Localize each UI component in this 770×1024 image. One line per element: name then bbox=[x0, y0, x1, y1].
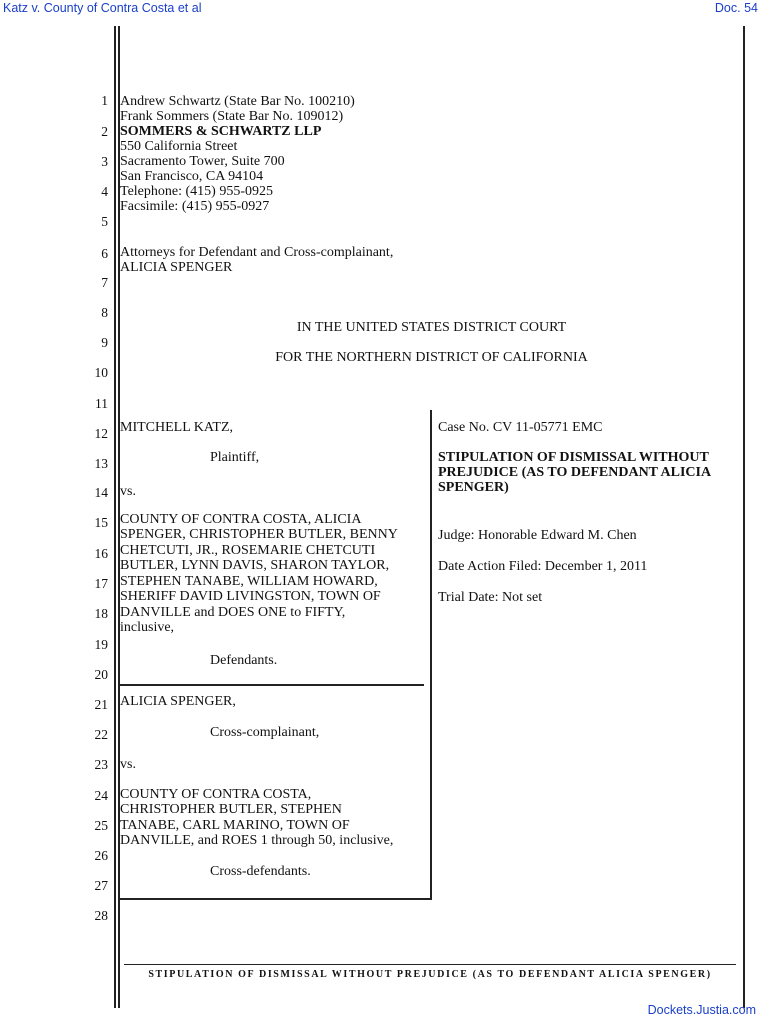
attorney-line: San Francisco, CA 94104 bbox=[120, 169, 264, 184]
attorney-line: Andrew Schwartz (State Bar No. 100210) bbox=[120, 94, 355, 109]
line-number: 27 bbox=[94, 878, 108, 893]
line-number: 25 bbox=[94, 818, 108, 833]
defendant-line: STEPHEN TANABE, WILLIAM HOWARD, bbox=[120, 574, 378, 589]
line-number: 21 bbox=[94, 697, 108, 712]
line-number: 3 bbox=[101, 154, 108, 169]
line-number: 14 bbox=[94, 485, 108, 500]
line-number: 16 bbox=[94, 546, 108, 561]
document-title-line: PREJUDICE (AS TO DEFENDANT ALICIA bbox=[438, 465, 712, 480]
line-number: 15 bbox=[94, 515, 108, 530]
defendant-line: inclusive, bbox=[120, 620, 175, 635]
line-number: 6 bbox=[101, 246, 108, 261]
line-number: 8 bbox=[101, 305, 108, 320]
doc-number-link[interactable]: Doc. 54 bbox=[714, 1, 758, 15]
defendant-line: COUNTY OF CONTRA COSTA, ALICIA bbox=[120, 512, 362, 527]
line-number: 13 bbox=[94, 456, 108, 471]
cross-complainant-role: Cross-complainant, bbox=[210, 725, 320, 740]
attorney-line: Facsimile: (415) 955-0927 bbox=[120, 199, 270, 214]
line-number: 10 bbox=[94, 365, 108, 380]
line-number: 28 bbox=[94, 908, 108, 923]
line-number: 19 bbox=[94, 637, 108, 652]
line-number: 12 bbox=[94, 426, 108, 441]
line-number: 23 bbox=[94, 757, 108, 772]
line-number: 1 bbox=[101, 93, 108, 108]
cross-defendant-line: TANABE, CARL MARINO, TOWN OF bbox=[120, 818, 350, 833]
line-number: 17 bbox=[94, 576, 108, 591]
judge: Judge: Honorable Edward M. Chen bbox=[438, 528, 637, 543]
attorney-line: Frank Sommers (State Bar No. 109012) bbox=[120, 109, 344, 124]
cross-defendant-line: COUNTY OF CONTRA COSTA, bbox=[120, 787, 312, 802]
dockets-justia-link[interactable]: Dockets.Justia.com bbox=[647, 1003, 756, 1017]
line-number: 2 bbox=[101, 124, 108, 139]
line-number: 24 bbox=[94, 788, 108, 803]
caption-rule-middle bbox=[120, 684, 424, 686]
line-number: 20 bbox=[94, 667, 108, 682]
document-title-line: STIPULATION OF DISMISSAL WITHOUT bbox=[438, 450, 709, 465]
case-number: Case No. CV 11-05771 EMC bbox=[438, 420, 603, 435]
line-number: 4 bbox=[101, 184, 108, 199]
right-margin-line bbox=[743, 26, 745, 1008]
attorney-line: Sacramento Tower, Suite 700 bbox=[120, 154, 285, 169]
defendant-line: CHETCUTI, JR., ROSEMARIE CHETCUTI bbox=[120, 543, 376, 558]
defendants-role: Defendants. bbox=[210, 653, 278, 668]
plaintiff-role: Plaintiff, bbox=[210, 450, 260, 465]
line-number: 7 bbox=[101, 275, 108, 290]
caption-rule-bottom bbox=[120, 898, 431, 900]
defendant-line: DANVILLE and DOES ONE to FIFTY, bbox=[120, 605, 346, 620]
cross-defendant-line: DANVILLE, and ROES 1 through 50, inclusive, bbox=[120, 833, 394, 848]
plaintiff-name: MITCHELL KATZ, bbox=[120, 420, 234, 435]
left-margin-line-outer bbox=[114, 26, 116, 1008]
footer-title: STIPULATION OF DISMISSAL WITHOUT PREJUDICE (AS TO DEFENDANT ALICIA SPENGER) bbox=[148, 969, 712, 980]
line-number: 5 bbox=[101, 214, 108, 229]
attorneys-for-line: Attorneys for Defendant and Cross-complainant, bbox=[120, 245, 394, 260]
versus-label: vs. bbox=[120, 484, 136, 499]
trial-date: Trial Date: Not set bbox=[438, 590, 543, 605]
footer-rule bbox=[124, 964, 736, 965]
line-number: 18 bbox=[94, 606, 108, 621]
attorney-line: Telephone: (415) 955-0925 bbox=[120, 184, 273, 199]
court-district: FOR THE NORTHERN DISTRICT OF CALIFORNIA bbox=[275, 350, 588, 365]
defendant-line: SPENGER, CHRISTOPHER BUTLER, BENNY bbox=[120, 527, 398, 542]
line-number: 9 bbox=[101, 335, 108, 350]
attorneys-for-line: ALICIA SPENGER bbox=[120, 260, 233, 275]
versus-label: vs. bbox=[120, 757, 136, 772]
line-number: 11 bbox=[95, 396, 108, 411]
defendant-line: BUTLER, LYNN DAVIS, SHARON TAYLOR, bbox=[120, 558, 390, 573]
line-number: 26 bbox=[94, 848, 108, 863]
cross-defendant-line: CHRISTOPHER BUTLER, STEPHEN bbox=[120, 802, 342, 817]
firm-name: SOMMERS & SCHWARTZ LLP bbox=[120, 124, 322, 139]
cross-defendants-role: Cross-defendants. bbox=[210, 864, 311, 879]
line-number: 22 bbox=[94, 727, 108, 742]
date-action-filed: Date Action Filed: December 1, 2011 bbox=[438, 559, 648, 574]
document-title-line: SPENGER) bbox=[438, 480, 509, 495]
court-name: IN THE UNITED STATES DISTRICT COURT bbox=[296, 320, 567, 335]
attorney-line: 550 California Street bbox=[120, 139, 238, 154]
cross-complainant-name: ALICIA SPENGER, bbox=[120, 694, 236, 709]
defendant-line: SHERIFF DAVID LIVINGSTON, TOWN OF bbox=[120, 589, 381, 604]
caption-divider bbox=[430, 410, 432, 900]
case-title-link[interactable]: Katz v. County of Contra Costa et al bbox=[3, 1, 202, 15]
